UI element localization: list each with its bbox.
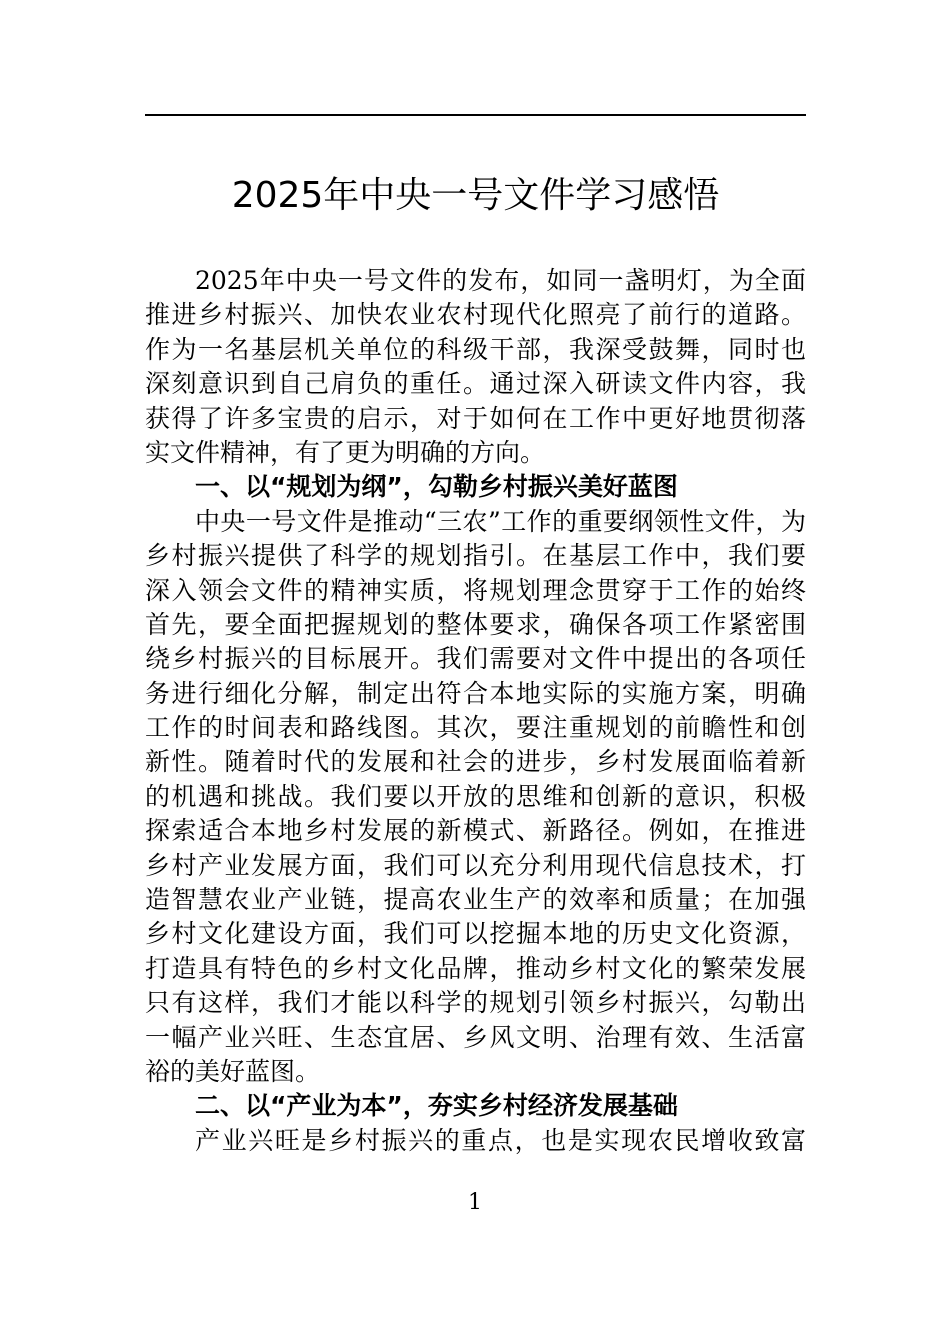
page-number: 1 (468, 1190, 482, 1215)
paragraph-line: 乡村产业发展方面，我们可以充分利用现代信息技术，打 (145, 850, 806, 880)
paragraph-line: 裕的美好蓝图。 (145, 1056, 321, 1086)
document-title: 2025年中央一号文件学习感悟 (231, 175, 720, 216)
paragraph-line: 只有这样，我们才能以科学的规划引领乡村振兴，勾勒出 (145, 988, 806, 1018)
paragraph-line: 乡村文化建设方面，我们可以挖掘本地的历史文化资源， (145, 919, 806, 949)
paragraph-line: 一幅产业兴旺、生态宜居、乡风文明、治理有效、生活富 (145, 1022, 806, 1052)
paragraph-line: 务进行细化分解，制定出符合本地实际的实施方案，明确 (145, 678, 806, 708)
paragraph-line: 推进乡村振兴、加快农业农村现代化照亮了前行的道路。 (145, 300, 806, 330)
paragraph-line: 获得了许多宝贵的启示，对于如何在工作中更好地贯彻落 (145, 403, 806, 433)
paragraph-line: 中央一号文件是推动“三农”工作的重要纲领性文件，为 (195, 506, 806, 536)
header-rule (145, 114, 806, 116)
section-heading: 二、以“产业为本”，夯实乡村经济发展基础 (195, 1091, 678, 1121)
paragraph-line: 产业兴旺是乡村振兴的重点，也是实现农民增收致富 (195, 1125, 806, 1155)
section-heading: 一、以“规划为纲”，勾勒乡村振兴美好蓝图 (195, 472, 678, 502)
paragraph-line: 探索适合本地乡村发展的新模式、新路径。例如，在推进 (145, 816, 806, 846)
paragraph-line: 绕乡村振兴的目标展开。我们需要对文件中提出的各项任 (145, 644, 806, 674)
document-body (145, 264, 806, 1158)
paragraph-line: 工作的时间表和路线图。其次，要注重规划的前瞻性和创 (145, 713, 806, 743)
paragraph-line: 深刻意识到自己肩负的重任。通过深入研读文件内容，我 (145, 369, 806, 399)
paragraph-line: 作为一名基层机关单位的科级干部，我深受鼓舞，同时也 (145, 334, 806, 364)
paragraph-line: 乡村振兴提供了科学的规划指引。在基层工作中，我们要 (145, 541, 806, 571)
paragraph-line: 打造具有特色的乡村文化品牌，推动乡村文化的繁荣发展 (145, 953, 806, 983)
paragraph-line: 2025年中央一号文件的发布，如同一盏明灯，为全面 (195, 266, 806, 295)
paragraph-line: 实文件精神，有了更为明确的方向。 (145, 437, 546, 467)
paragraph-line: 首先，要全面把握规划的整体要求，确保各项工作紧密围 (145, 609, 806, 639)
paragraph-line: 新性。随着时代的发展和社会的进步，乡村发展面临着新 (145, 747, 806, 777)
paragraph-line: 深入领会文件的精神实质，将规划理念贯穿于工作的始终 (145, 575, 806, 605)
paragraph-line: 造智慧农业产业链，提高农业生产的效率和质量；在加强 (145, 885, 806, 915)
paragraph-line: 的机遇和挑战。我们要以开放的思维和创新的意识，积极 (145, 781, 806, 811)
